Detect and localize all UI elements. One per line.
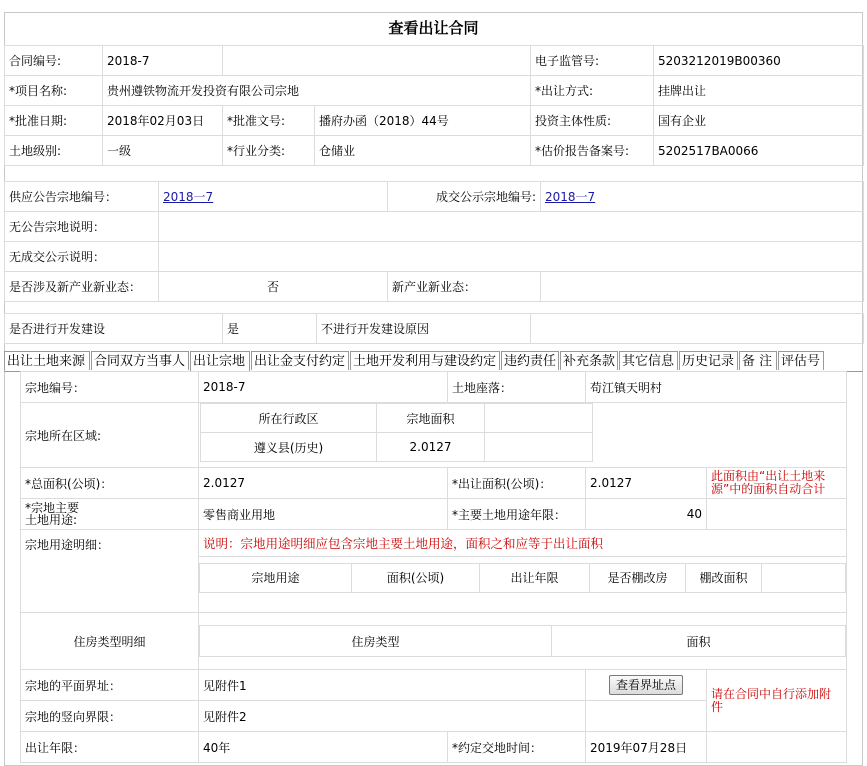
area-auto-note: 此面积由“出让土地来源”中的面积自动合计 xyxy=(707,468,847,499)
develop-table xyxy=(4,313,864,344)
housing-col-area: 面积 xyxy=(552,626,846,657)
region-label: 宗地所在区域: xyxy=(21,403,199,468)
use-col-term: 出让年限 xyxy=(480,563,590,592)
tab-land-source[interactable]: 出让土地来源 xyxy=(4,351,90,370)
parcel-panel xyxy=(20,371,846,766)
tab-remark[interactable]: 备 注 xyxy=(739,351,777,370)
appraisal-value: 5202517BA0066 xyxy=(654,136,864,166)
transfer-area-value: 2.0127 xyxy=(586,468,707,499)
view-boundary-points-button[interactable]: 查看界址点 xyxy=(609,675,683,695)
develop-question-label: 是否进行开发建设 xyxy=(5,314,223,344)
parcel-no-label: 宗地编号： xyxy=(21,372,199,403)
plane-boundary-value: 见附件1 xyxy=(199,670,586,701)
region-area-value: 2.0127 xyxy=(377,433,485,462)
contract-no-value: 2018-7 xyxy=(103,46,223,76)
housing-col-type: 住房类型 xyxy=(200,626,552,657)
total-area-label: *总面积(公顷)： xyxy=(21,468,199,499)
tab-other-info[interactable]: 其它信息 xyxy=(619,351,678,370)
use-detail-table xyxy=(199,563,846,593)
region-col-area: 宗地面积 xyxy=(377,404,485,433)
tab-payment[interactable]: 出让金支付约定 xyxy=(251,351,349,370)
tab-appraisal-no[interactable]: 评估号 xyxy=(778,351,824,370)
attach-note: 请在合同中自行添加附件 xyxy=(707,670,847,732)
new-industry-question-value: 否 xyxy=(159,272,388,302)
no-develop-label: 不进行开发建设原因 xyxy=(317,314,531,344)
plane-boundary-label: 宗地的平面界址： xyxy=(21,670,199,701)
new-industry-label: 新产业新业态： xyxy=(388,272,541,302)
region-table xyxy=(200,403,593,462)
parcel-table xyxy=(20,371,847,763)
term-label: 出让年限： xyxy=(21,732,199,763)
new-industry-question-label: 是否涉及新产业新业态： xyxy=(5,272,159,302)
approve-doc-label: *批准文号: xyxy=(223,106,315,136)
supply-no-link[interactable]: 2018一7 xyxy=(163,190,214,204)
page-title: 查看出让合同 xyxy=(388,19,479,37)
approve-doc-value: 播府办函（2018）44号 xyxy=(315,106,531,136)
main-use-label: *宗地主要 土地用途: xyxy=(21,499,199,530)
develop-question-value: 是 xyxy=(223,314,317,344)
no-develop-value xyxy=(531,314,864,344)
housing-label: 住房类型明细 xyxy=(21,613,199,670)
total-area-value: 2.0127 xyxy=(199,468,448,499)
contract-info-table xyxy=(4,45,864,166)
project-label: *项目名称: xyxy=(5,76,103,106)
industry-value: 仓储业 xyxy=(315,136,531,166)
vertical-boundary-label: 宗地的竖向界限： xyxy=(21,701,199,732)
deal-no-label: 成交公示宗地编号: xyxy=(388,182,541,212)
new-industry-value xyxy=(541,272,864,302)
approve-date-value: 2018年02月03日 xyxy=(103,106,223,136)
investor-label: 投资主体性质: xyxy=(531,106,654,136)
use-col-use: 宗地用途 xyxy=(200,563,352,592)
tab-history[interactable]: 历史记录 xyxy=(679,351,738,370)
tab-parcel[interactable]: 出让宗地 xyxy=(190,351,250,372)
supervise-no-value: 5203212019B00360 xyxy=(654,46,864,76)
main-use-value: 零售商业用地 xyxy=(199,499,448,530)
use-col-shantytown-area: 棚改面积 xyxy=(686,563,762,592)
tab-parties[interactable]: 合同双方当事人 xyxy=(91,351,189,370)
parcel-no-value: 2018-7 xyxy=(199,372,448,403)
investor-value: 国有企业 xyxy=(654,106,864,136)
deal-no-link[interactable]: 2018一7 xyxy=(545,190,596,204)
land-level-value: 一级 xyxy=(103,136,223,166)
use-col-shantytown: 是否棚改房 xyxy=(590,563,686,592)
supervise-no-label: 电子监管号: xyxy=(531,46,654,76)
deliver-date-label: *约定交地时间： xyxy=(448,732,586,763)
contract-no-label: 合同编号: xyxy=(5,46,103,76)
approve-date-label: *批准日期: xyxy=(5,106,103,136)
transfer-mode-label: *出让方式: xyxy=(531,76,654,106)
tab-bar xyxy=(4,351,863,372)
no-deal-value xyxy=(159,242,864,272)
location-label: 土地座落： xyxy=(448,372,586,403)
land-level-label: 土地级别: xyxy=(5,136,103,166)
deliver-date-value: 2019年07月28日 xyxy=(586,732,707,763)
vertical-boundary-value: 见附件2 xyxy=(199,701,586,732)
tab-development[interactable]: 土地开发利用与建设约定 xyxy=(350,351,500,370)
industry-label: *行业分类: xyxy=(223,136,315,166)
supply-no-label: 供应公告宗地编号： xyxy=(5,182,159,212)
tab-supplement[interactable]: 补充条款 xyxy=(560,351,618,370)
location-value: 苟江镇天明村 xyxy=(586,372,847,403)
main-use-years-label: *主要土地用途年限： xyxy=(448,499,586,530)
region-col-district: 所在行政区 xyxy=(201,404,377,433)
region-district-value: 遵义县(历史) xyxy=(201,433,377,462)
use-col-area: 面积(公顷) xyxy=(352,563,480,592)
transfer-area-label: *出让面积(公顷)： xyxy=(448,468,586,499)
main-use-years-value: 40 xyxy=(586,499,707,530)
no-notice-label: 无公告宗地说明： xyxy=(5,212,159,242)
appraisal-label: *估价报告备案号: xyxy=(531,136,654,166)
no-notice-value xyxy=(159,212,864,242)
use-detail-label: 宗地用途明细： xyxy=(21,530,199,613)
use-detail-note: 说明：宗地用途明细应包含宗地主要土地用途，面积之和应等于出让面积 xyxy=(199,530,847,557)
notice-table xyxy=(4,181,864,302)
housing-table xyxy=(199,625,846,657)
no-deal-label: 无成交公示说明： xyxy=(5,242,159,272)
transfer-mode-value: 挂牌出让 xyxy=(654,76,864,106)
term-value: 40年 xyxy=(199,732,448,763)
tab-breach[interactable]: 违约责任 xyxy=(501,351,559,370)
project-value: 贵州遵铁物流开发投资有限公司宗地 xyxy=(103,76,531,106)
